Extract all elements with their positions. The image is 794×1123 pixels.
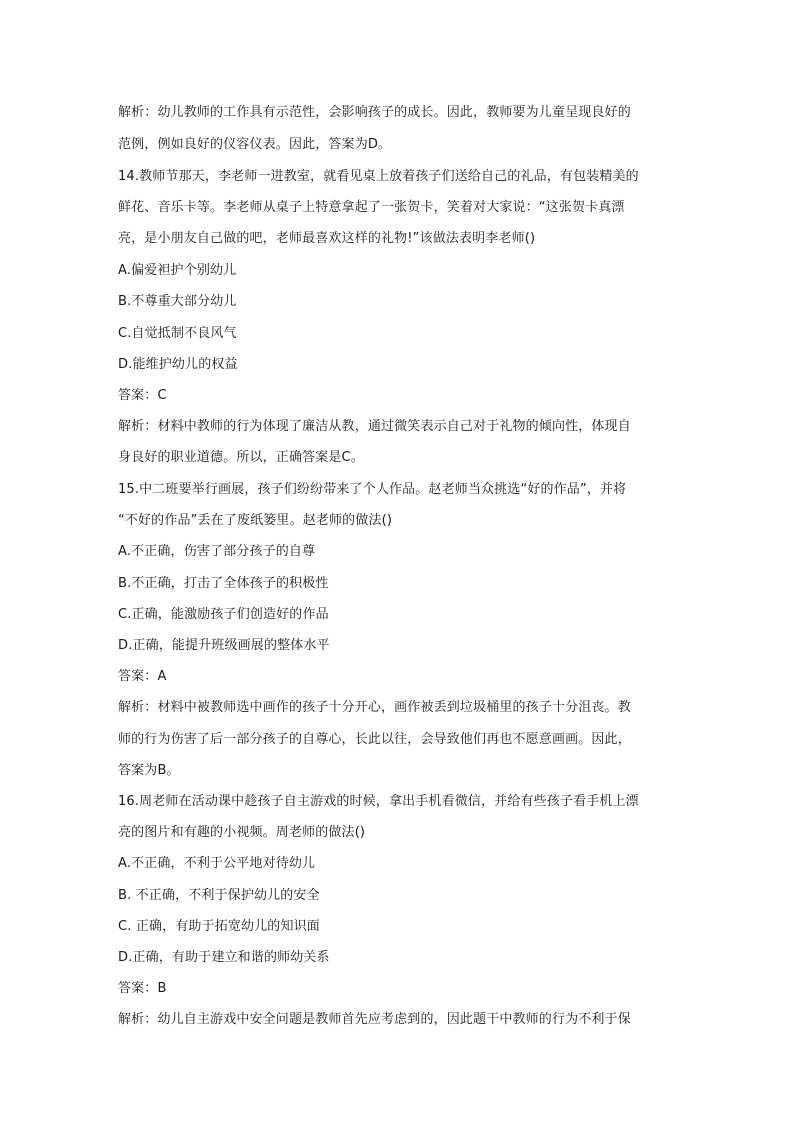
- question-16-option-c: C. 正确，有助于拓宽幼儿的知识面: [118, 919, 320, 934]
- question-14-option-a: A.偏爱袒护个别幼儿: [118, 263, 237, 278]
- question-15-option-b: B.不正确，打击了全体孩子的积极性: [118, 576, 329, 591]
- question-16-option-b: B. 不正确，不利于保护幼儿的安全: [118, 888, 320, 903]
- analysis-15-line-3: 答案为B。: [118, 763, 180, 778]
- analysis-14-line-1: 解析：材料中教师的行为体现了廉洁从教，通过微笑表示自己对于礼物的倾向性，体现自: [118, 419, 631, 434]
- question-14-line-1: 14.教师节那天，李老师一进教室，就看见桌上放着孩子们送给自己的礼品，有包装精美的: [118, 169, 639, 184]
- question-15-line-1: 15.中二班要举行画展，孩子们纷纷带来了个人作品。赵老师当众挑选“好的作品”，并将: [118, 482, 627, 497]
- question-16-option-a: A.不正确，不利于公平地对待幼儿: [118, 856, 316, 871]
- question-15-line-2: “不好的作品”丢在了废纸篓里。赵老师的做法(): [118, 513, 393, 528]
- analysis-13-line-2: 范例，例如良好的仪容仪表。因此，答案为D。: [118, 137, 392, 152]
- question-15-option-c: C.正确，能激励孩子们创造好的作品: [118, 607, 329, 622]
- question-15-option-d: D.正确，能提升班级画展的整体水平: [118, 638, 330, 653]
- question-14-option-d: D.能维护幼儿的权益: [118, 357, 238, 372]
- analysis-13-line-1: 解析：幼儿教师的工作具有示范性，会影响孩子的成长。因此，教师要为儿童呈现良好的: [118, 105, 631, 120]
- question-14-option-b: B.不尊重大部分幼儿: [118, 294, 237, 309]
- analysis-14-line-2: 身良好的职业道德。所以，正确答案是C。: [118, 450, 364, 465]
- question-16-line-1: 16.周老师在活动课中趁孩子自主游戏的时候，拿出手机看微信，并给有些孩子看手机上漂: [118, 794, 639, 809]
- question-16-line-2: 亮的图片和有趣的小视频。周老师的做法(): [118, 825, 366, 840]
- question-14-line-3: 亮，是小朋友自己做的吧，老师最喜欢这样的礼物!”该做法表明李老师(): [118, 231, 536, 246]
- question-16-answer: 答案：B: [118, 981, 167, 996]
- question-15-option-a: A.不正确，伤害了部分孩子的自尊: [118, 544, 316, 559]
- analysis-16-line-1: 解析：幼儿自主游戏中安全问题是教师首先应考虑到的，因此题干中教师的行为不利于保: [118, 1012, 631, 1027]
- question-14-answer: 答案：C: [118, 388, 167, 403]
- analysis-15-line-2: 师的行为伤害了后一部分孩子的自尊心，长此以往，会导致他们再也不愿意画画。因此，: [118, 732, 631, 747]
- question-15-answer: 答案：A: [118, 669, 167, 684]
- analysis-15-line-1: 解析：材料中被教师选中画作的孩子十分开心，画作被丢到垃圾桶里的孩子十分沮丧。教: [118, 700, 631, 715]
- question-16-option-d: D.正确，有助于建立和谐的师幼关系: [118, 950, 330, 965]
- question-14-option-c: C.自觉抵制不良风气: [118, 326, 237, 341]
- question-14-line-2: 鲜花、音乐卡等。李老师从桌子上特意拿起了一张贺卡，笑着对大家说：“这张贺卡真漂: [118, 200, 625, 215]
